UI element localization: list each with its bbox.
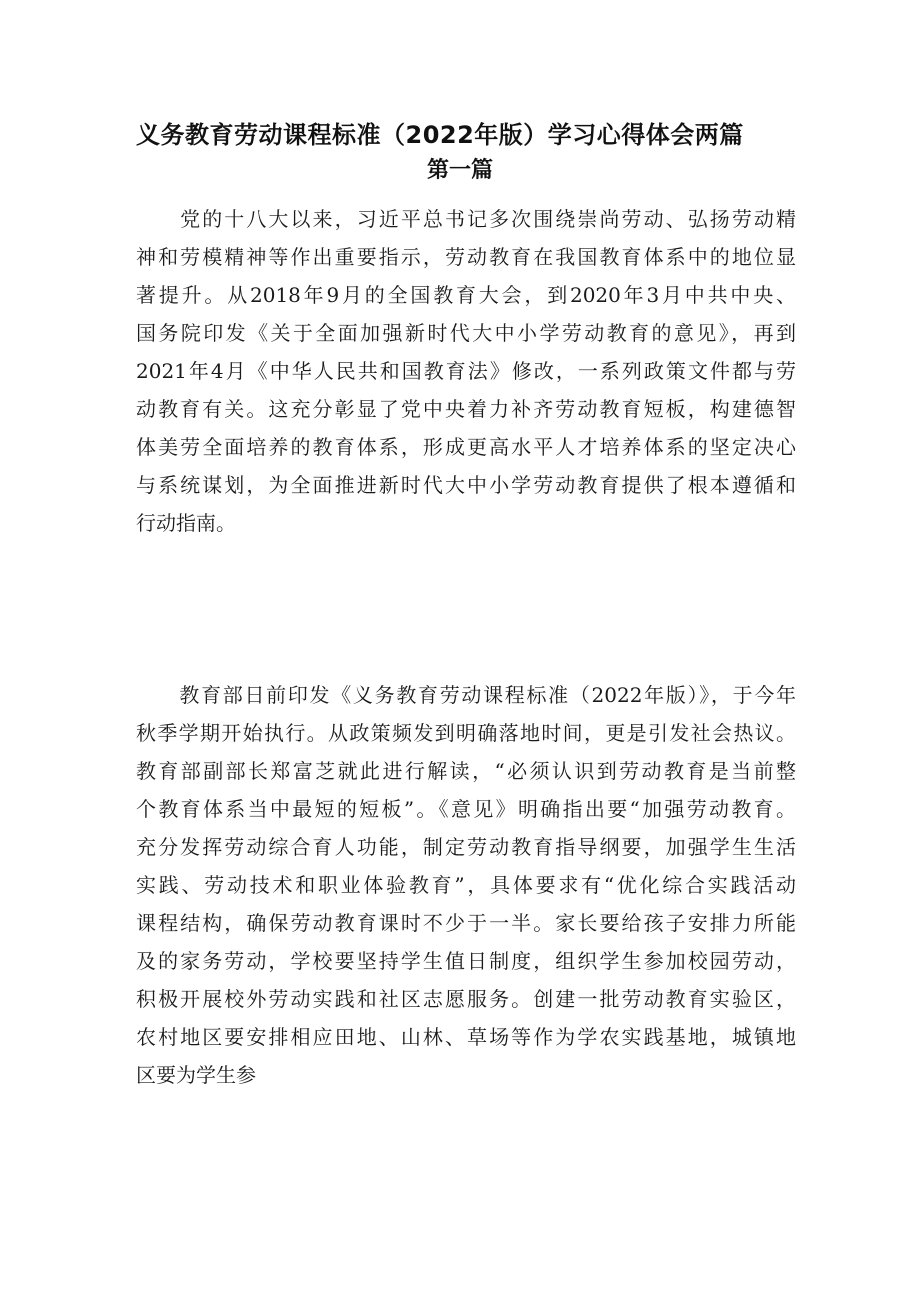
paragraph-line: 实践、劳动技术和职业体验教育”，具体要求有“优化综合实践活动 <box>136 873 796 897</box>
paragraph-line: 课程结构，确保劳动教育课时不少于一半。家长要给孩子安排力所能 <box>136 911 796 935</box>
paragraph-line: 教育部副部长郑富芝就此进行解读，“必须认识到劳动教育是当前整 <box>136 759 796 783</box>
paragraph-line: 农村地区要安排相应田地、山林、草场等作为学农实践基地，城镇地 <box>136 1025 796 1049</box>
paragraph-line: 个教育体系当中最短的短板”。《意见》明确指出要“加强劳动教育。 <box>136 797 796 821</box>
paragraph-line: 教育部日前印发《义务教育劳动课程标准（2022年版）》，于今年 <box>136 683 796 707</box>
paragraph-line: 区要为学生参 <box>136 1063 256 1087</box>
paragraph-line: 及的家务劳动，学校要坚持学生值日制度，组织学生参加校园劳动， <box>136 949 796 973</box>
paragraph-line: 与系统谋划，为全面推进新时代大中小学劳动教育提供了根本遵循和 <box>136 473 796 497</box>
document-title: 义务教育劳动课程标准（2022年版）学习心得体会两篇 <box>136 121 744 149</box>
paragraph-line: 动教育有关。这充分彰显了党中央着力补齐劳动教育短板，构建德智 <box>136 397 796 421</box>
paragraph-line: 行动指南。 <box>136 511 236 535</box>
paragraph-line: 神和劳模精神等作出重要指示，劳动教育在我国教育体系中的地位显 <box>136 245 796 269</box>
paragraph-line: 著提升。从2018年9月的全国教育大会，到2020年3月中共中央、 <box>136 283 796 307</box>
paragraph-line: 体美劳全面培养的教育体系，形成更高水平人才培养体系的坚定决心 <box>136 435 796 459</box>
paragraph-2 <box>136 676 796 1094</box>
section-title: 第一篇 <box>426 158 493 183</box>
paragraph-1 <box>136 200 796 542</box>
paragraph-line: 秋季学期开始执行。从政策频发到明确落地时间，更是引发社会热议。 <box>136 721 796 745</box>
paragraph-line: 党的十八大以来，习近平总书记多次围绕崇尚劳动、弘扬劳动精 <box>136 207 796 231</box>
paragraph-line: 国务院印发《关于全面加强新时代大中小学劳动教育的意见》，再到 <box>136 321 796 345</box>
paragraph-line: 积极开展校外劳动实践和社区志愿服务。创建一批劳动教育实验区， <box>136 987 796 1011</box>
paragraph-line: 2021年4月《中华人民共和国教育法》修改，一系列政策文件都与劳 <box>136 359 796 383</box>
paragraph-line: 充分发挥劳动综合育人功能，制定劳动教育指导纲要，加强学生生活 <box>136 835 796 859</box>
